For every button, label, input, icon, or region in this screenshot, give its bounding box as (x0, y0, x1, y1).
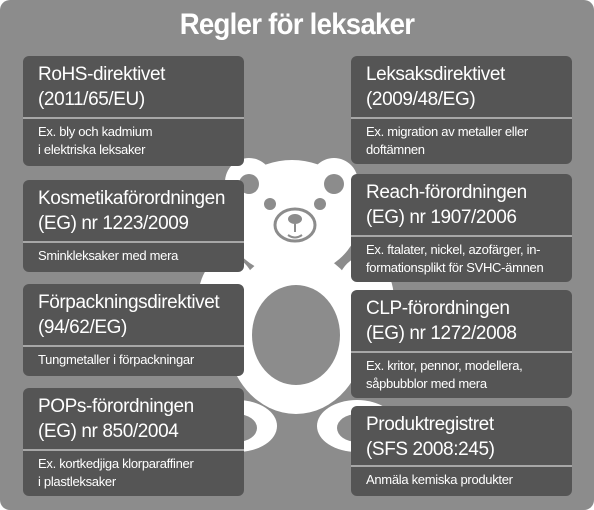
separator (23, 449, 244, 451)
separator (351, 351, 572, 353)
separator (351, 465, 572, 467)
separator (351, 117, 572, 119)
page-title: Regler för leksaker (179, 8, 415, 41)
rule-box-clp (351, 290, 572, 398)
rule-name: RoHS-direktivet (2011/65/EU) (38, 64, 166, 110)
rule-name: Reach-förordningen (EG) nr 1907/2006 (366, 182, 527, 228)
rule-name: Leksaksdirektivet (2009/48/EG) (366, 64, 505, 110)
rule-name: Förpackningsdirektivet (94/62/EG) (38, 292, 220, 338)
rule-description: Ex. ftalater, nickel, azofärger, in- formationsplikt för SVHC-ämnen (366, 242, 544, 275)
rule-box-product-register (351, 406, 572, 496)
rule-description: Sminkleksaker med mera (38, 248, 179, 263)
rule-box-toy-directive (351, 56, 572, 164)
separator (23, 345, 244, 347)
rule-box-reach (351, 174, 572, 282)
rule-description: Tungmetaller i förpackningar (38, 352, 194, 367)
rule-name: Kosmetikaförordningen (EG) nr 1223/2009 (38, 188, 225, 234)
rule-box-cosmetics (23, 180, 244, 272)
rule-description: Ex. kortkedjiga klorparaffiner i plastleksaker (38, 456, 194, 489)
separator (23, 241, 244, 243)
rule-description: Ex. migration av metaller eller doftämnen (366, 124, 528, 157)
separator (23, 117, 244, 119)
rule-name: CLP-förordningen (EG) nr 1272/2008 (366, 298, 517, 344)
separator (351, 235, 572, 237)
rule-name: Produktregistret (SFS 2008:245) (366, 414, 495, 460)
rule-name: POPs-förordningen (EG) nr 850/2004 (38, 396, 194, 442)
rule-description: Ex. bly och kadmium i elektriska leksaker (38, 124, 153, 157)
rule-box-packaging (23, 284, 244, 376)
rule-box-pops (23, 388, 244, 496)
rule-description: Anmäla kemiska produkter (366, 472, 513, 487)
rule-description: Ex. kritor, pennor, modellera, såpbubblor med mera (366, 358, 523, 391)
rule-box-rohs (23, 56, 244, 166)
